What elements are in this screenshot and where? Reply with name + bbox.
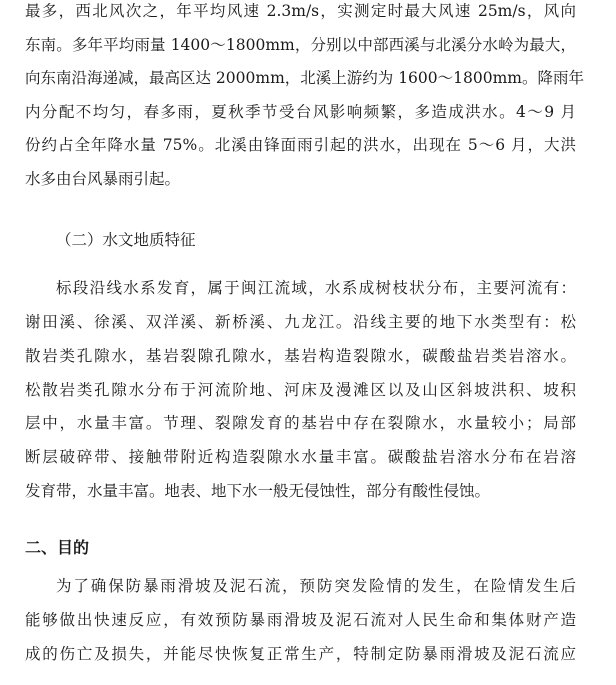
text-line: 断层破碎带、接触带附近构造裂隙水水量丰富。碳酸盐岩溶水分布在岩溶 <box>25 448 576 466</box>
text-line: 东南。多年平均雨量 1400～1800mm，分别以中部西溪与北溪分水岭为最大， <box>25 36 576 54</box>
text-line: 水多由台风暴雨引起。 <box>25 170 181 188</box>
text-line: 层中，水量丰富。节理、裂隙发育的基岩中存在裂隙水，水量较小；局部 <box>25 414 576 432</box>
text-line: 为了确保防暴雨滑坡及泥石流，预防突发险情的发生，在险情发生后 <box>56 577 576 595</box>
text-line: 松散岩类孔隙水分布于河流阶地、河床及漫滩区以及山区斜坡洪积、坡积 <box>25 381 576 399</box>
text-line: 最多，西北风次之，年平均风速 2.3m/s，实测定时最大风速 25m/s，风向 <box>25 2 576 20</box>
text-line: 内分配不均匀，春多雨，夏秋季节受台风影响频繁，多造成洪水。4～9 月 <box>25 103 576 121</box>
text-line: 份约占全年降水量 75%。北溪由锋面雨引起的洪水，出现在 5～6 月，大洪 <box>25 136 576 154</box>
text-line: 能够做出快速反应，有效预防暴雨滑坡及泥石流对人民生命和集体财产造 <box>25 611 576 629</box>
text-line: 散岩类孔隙水，基岩裂隙孔隙水，基岩构造裂隙水，碳酸盐岩类岩溶水。 <box>25 347 576 365</box>
text-line: 标段沿线水系发育，属于闽江流域，水系成树枝状分布，主要河流有： <box>56 279 576 297</box>
text-line: 向东南沿海递减，最高区达 2000mm，北溪上游约为 1600～1800mm。降雨年 <box>25 69 584 87</box>
text-line: 谢田溪、徐溪、双洋溪、新桥溪、九龙江。沿线主要的地下水类型有：松 <box>25 313 576 331</box>
section-subheading: （二）水文地质特征 <box>56 231 196 249</box>
text-line: 成的伤亡及损失，并能尽快恢复正常生产，特制定防暴雨滑坡及泥石流应 <box>25 645 576 663</box>
section-heading: 二、目的 <box>25 538 90 557</box>
text-line: 发育带，水量丰富。地表、地下水一般无侵蚀性，部分有酸性侵蚀。 <box>25 482 491 500</box>
